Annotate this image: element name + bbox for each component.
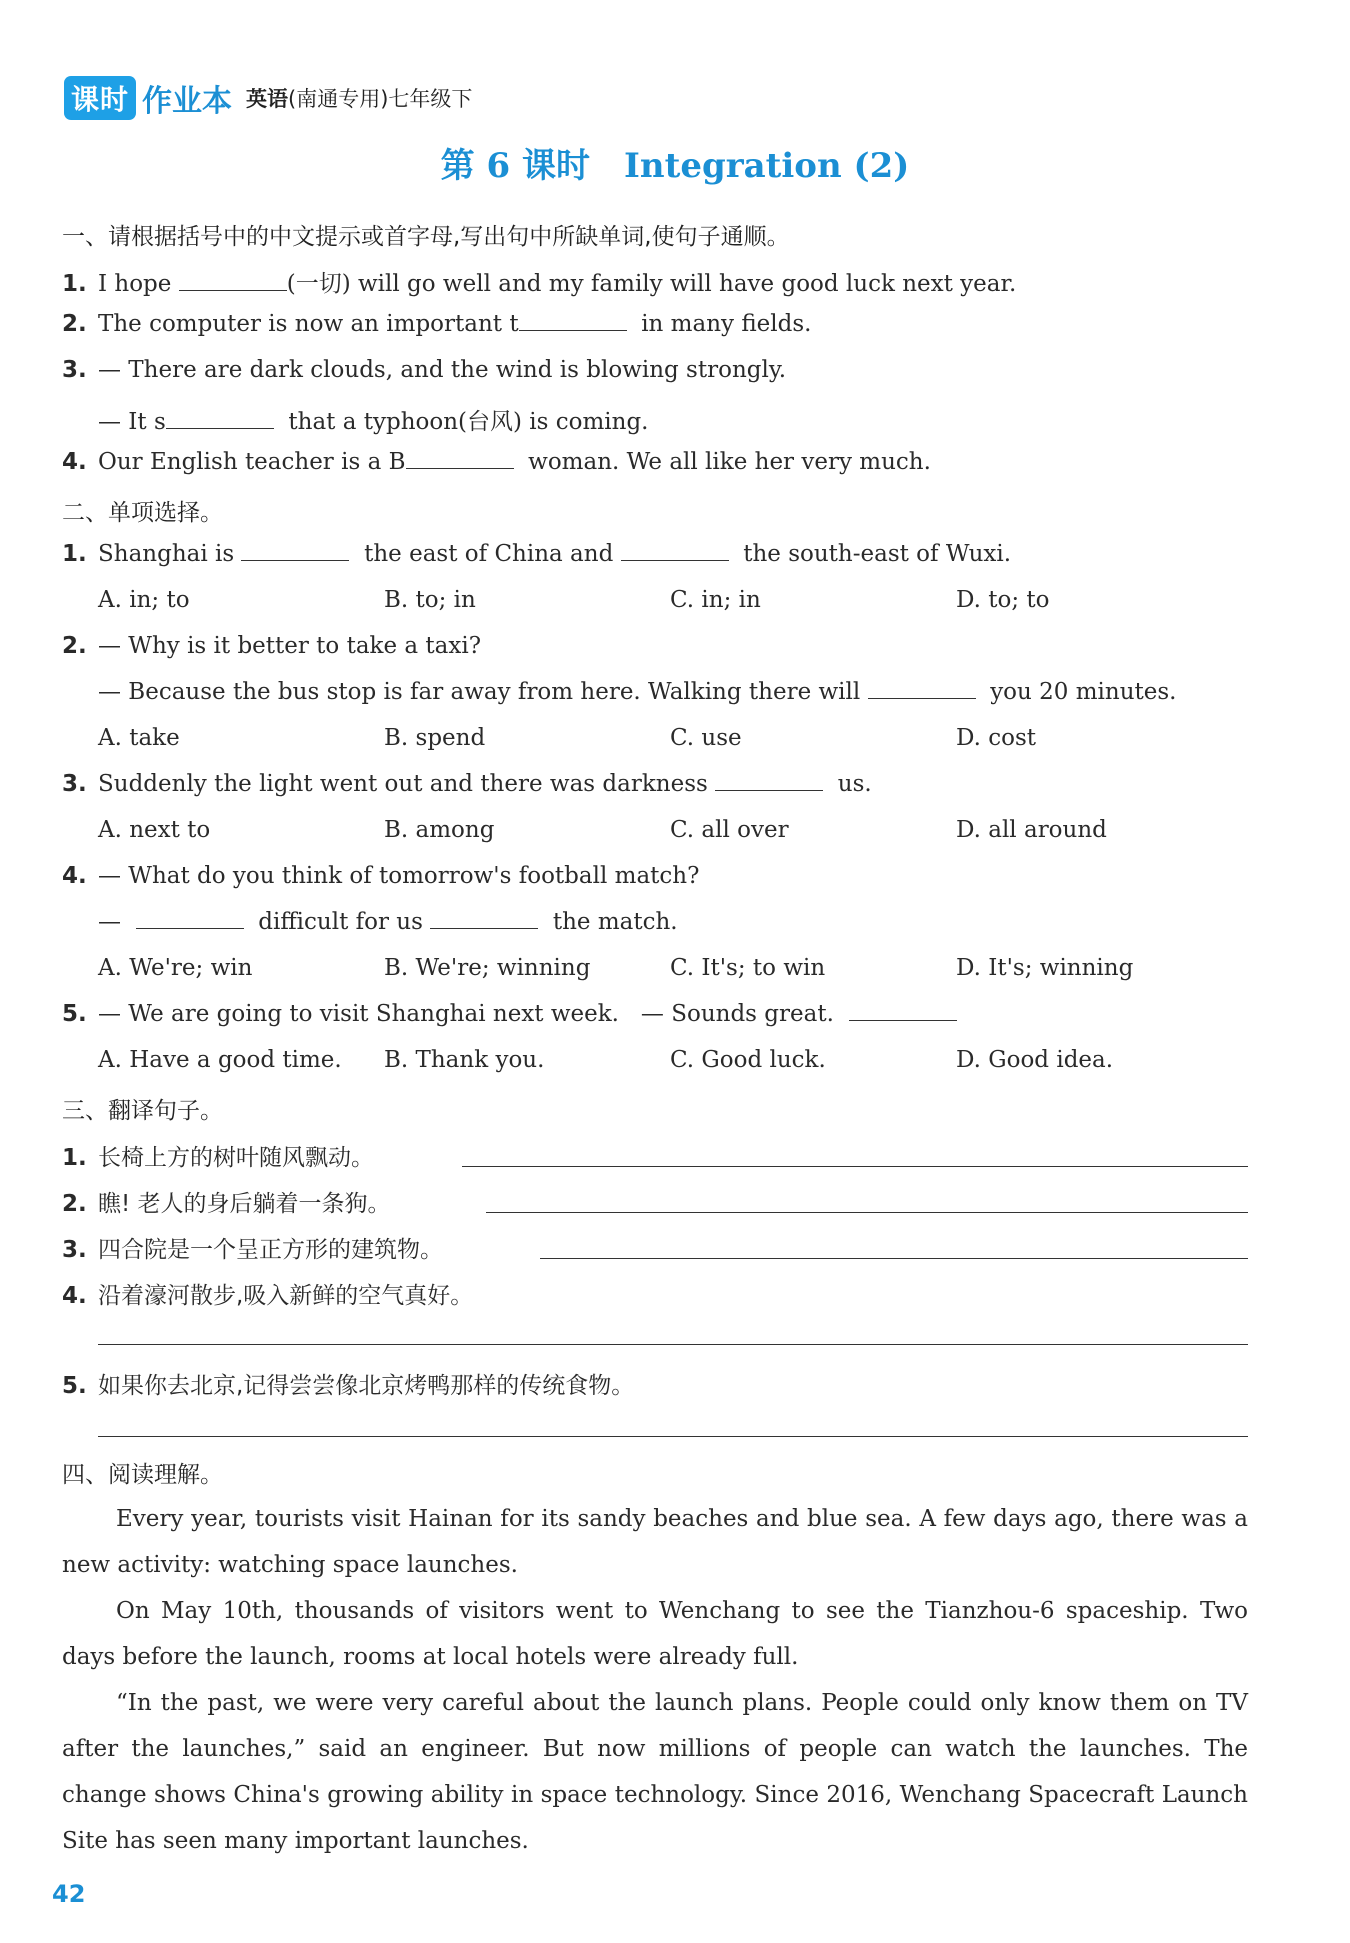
answer-blank[interactable] [136,910,244,929]
option-b[interactable]: B. Thank you. [384,1047,545,1073]
p2-question-4: 4. — What do you think of tomorrow's football match? [62,863,700,889]
answer-blank[interactable] [179,272,287,291]
option-a[interactable]: A. We're; win [98,955,253,981]
p1-question-3-reply: — It s that a typhoon(台风) is coming. [98,409,649,435]
p3-question-3: 3. 四合院是一个呈正方形的建筑物。 [62,1237,443,1263]
subject: 英语 [246,87,289,111]
option-c[interactable]: C. It's; to win [670,955,826,981]
option-d[interactable]: D. to; to [956,587,1050,613]
book-info [246,83,472,113]
edition: (南通专用)七年级下 [288,87,473,111]
section-1-heading: 一、请根据括号中的中文提示或首字母,写出句中所缺单词,使句子通顺。 [62,224,790,250]
option-d[interactable]: D. Good idea. [956,1047,1114,1073]
brand-logo: 课时 [64,76,136,120]
lesson-topic: Integration (2) [623,146,910,186]
page-number: 42 [52,1880,86,1908]
answer-blank[interactable] [519,312,627,331]
option-c[interactable]: C. Good luck. [670,1047,826,1073]
option-d[interactable]: D. cost [956,725,1037,751]
option-b[interactable]: B. among [384,817,495,843]
reading-paragraph-3: “In the past, we were very careful about the launch plans. People could only know them on TV after the launches,” said an engineer. But now millions of people can watch the launches. The change shows China's growing ability in space technology. Since 2016, Wenchang Spacecraft Launch Site has seen many important launches. [62,1690,1248,1854]
answer-blank[interactable] [868,680,976,699]
option-b[interactable]: B. spend [384,725,486,751]
lesson-title [0,138,1350,187]
answer-blank[interactable] [430,910,538,929]
option-a[interactable]: A. next to [98,817,211,843]
option-a[interactable]: A. in; to [98,587,190,613]
p3-question-2: 2. 瞧! 老人的身后躺着一条狗。 [62,1191,391,1217]
page-header [64,76,472,120]
option-c[interactable]: C. in; in [670,587,761,613]
answer-blank[interactable] [715,772,823,791]
p2-question-3: 3. Suddenly the light went out and there was darkness us. [62,771,872,797]
section-2-heading: 二、单项选择。 [62,500,223,526]
section-3-heading: 三、翻译句子。 [62,1098,223,1124]
answer-blank[interactable] [849,1002,957,1021]
p2-question-2: 2. — Why is it better to take a taxi? [62,633,482,659]
answer-blank[interactable] [241,542,349,561]
p3-question-5: 5. 如果你去北京,记得尝尝像北京烤鸭那样的传统食物。 [62,1373,635,1399]
answer-line[interactable] [462,1166,1248,1167]
brand-name: 作业本 [142,84,233,119]
p2-question-5: 5. — We are going to visit Shanghai next week. — Sounds great. [62,1001,957,1027]
option-c[interactable]: C. use [670,725,742,751]
p1-question-2: 2. The computer is now an important t in many fields. [62,311,812,337]
option-d[interactable]: D. It's; winning [956,955,1134,981]
option-d[interactable]: D. all around [956,817,1107,843]
answer-line[interactable] [98,1436,1248,1437]
p3-question-1: 1. 长椅上方的树叶随风飘动。 [62,1145,374,1171]
answer-blank[interactable] [406,450,514,469]
option-b[interactable]: B. We're; winning [384,955,591,981]
option-c[interactable]: C. all over [670,817,789,843]
p2-question-1: 1. Shanghai is the east of China and the south-east of Wuxi. [62,541,1012,567]
answer-line[interactable] [98,1344,1248,1345]
option-a[interactable]: A. take [98,725,180,751]
option-b[interactable]: B. to; in [384,587,476,613]
p1-question-3: 3. — There are dark clouds, and the wind is blowing strongly. [62,357,787,383]
p3-question-4: 4. 沿着濠河散步,吸入新鲜的空气真好。 [62,1283,474,1309]
answer-blank[interactable] [621,542,729,561]
answer-blank[interactable] [166,410,274,429]
reading-paragraph-1: Every year, tourists visit Hainan for its sandy beaches and blue sea. A few days ago, there was a new activity: watching space launches. [62,1506,1248,1578]
p2-question-4-reply: — difficult for us the match. [98,909,678,935]
p1-question-4: 4. Our English teacher is a B woman. We all like her very much. [62,449,931,475]
answer-line[interactable] [540,1258,1248,1259]
option-a[interactable]: A. Have a good time. [98,1047,342,1073]
answer-line[interactable] [486,1212,1248,1213]
reading-paragraph-2: On May 10th, thousands of visitors went to Wenchang to see the Tianzhou-6 spaceship. Two days before the launch, rooms at local hotels were already full. [62,1598,1248,1670]
p2-question-2-reply: — Because the bus stop is far away from here. Walking there will you 20 minutes. [98,679,1177,705]
lesson-number: 第 6 课时 [440,146,590,186]
p1-question-1: 1. I hope (一切) will go well and my family will have good luck next year. [62,271,1017,297]
section-4-heading: 四、阅读理解。 [62,1462,223,1488]
